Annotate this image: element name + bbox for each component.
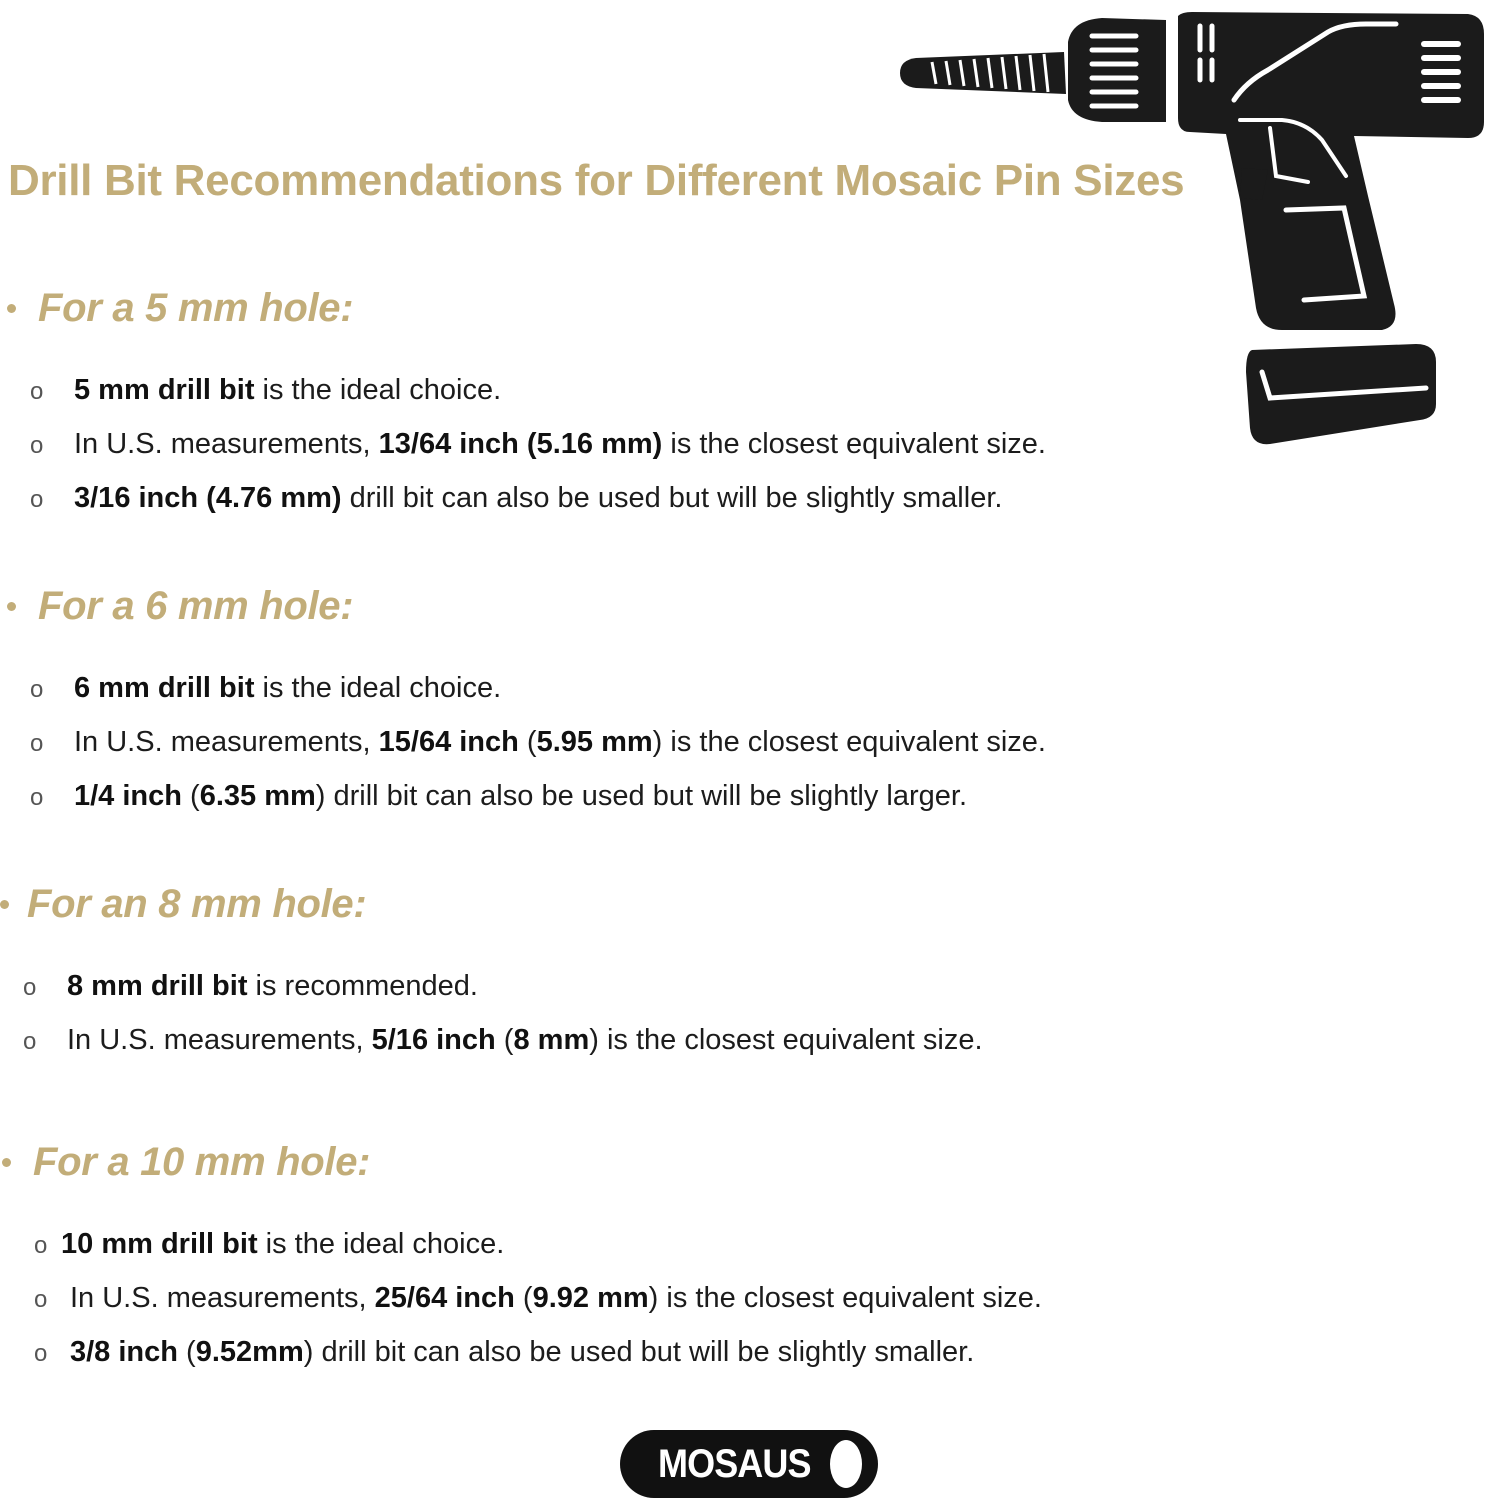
- brand-name: MOSAUS: [658, 1442, 811, 1486]
- item-text: is the closest equivalent size.: [662, 428, 1046, 460]
- list-marker: o: [34, 1232, 48, 1259]
- item-text: (: [182, 780, 200, 812]
- item-text: (: [518, 726, 537, 758]
- item-bold: 1/4 inch: [74, 780, 182, 812]
- item-bold: 9.52mm: [195, 1336, 304, 1368]
- list-marker: o: [30, 730, 44, 757]
- bullet-dot: [2, 1158, 11, 1167]
- item-text: ) is the closest equivalent size.: [589, 1024, 983, 1056]
- item-text: ) drill bit can also be used but will be slightly smaller.: [303, 1336, 975, 1368]
- item-text: In U.S. measurements,: [70, 1282, 375, 1314]
- item-bold: 15/64 inch: [378, 726, 519, 758]
- list-marker: o: [34, 1286, 48, 1313]
- bullet-dot: [7, 602, 16, 611]
- drill-bit: [900, 52, 1066, 94]
- item-text: ) is the closest equivalent size.: [652, 726, 1046, 758]
- list-item: [30, 424, 1046, 464]
- item-bold: 3/8 inch: [70, 1336, 178, 1368]
- list-item: [34, 1278, 1042, 1318]
- item-text: ) drill bit can also be used but will be slightly larger.: [315, 780, 968, 812]
- brand-oval-mark: [830, 1440, 862, 1488]
- item-text: is the ideal choice.: [257, 1228, 505, 1260]
- item-bold: 5.95 mm: [536, 726, 653, 758]
- list-marker: o: [30, 432, 44, 459]
- list-marker: o: [23, 974, 37, 1001]
- list-item: [23, 1020, 983, 1060]
- section-heading: [0, 874, 366, 934]
- list-item: [30, 776, 967, 816]
- item-text: (: [178, 1336, 196, 1368]
- item-text: is recommended.: [247, 970, 478, 1002]
- item-text: ) is the closest equivalent size.: [648, 1282, 1042, 1314]
- list-item: [30, 370, 501, 410]
- brand-logo: [620, 1430, 878, 1498]
- item-bold: 5 mm drill bit: [74, 374, 255, 406]
- item-text: is the ideal choice.: [254, 672, 502, 704]
- item-bold: 8 mm drill bit: [67, 970, 248, 1002]
- list-marker: o: [30, 676, 44, 703]
- item-text: In U.S. measurements,: [67, 1024, 372, 1056]
- list-item: [34, 1332, 974, 1372]
- list-item: [34, 1224, 504, 1264]
- list-item: [30, 722, 1046, 762]
- item-text: is the ideal choice.: [254, 374, 502, 406]
- cordless-drill-icon: [896, 0, 1488, 452]
- item-bold: 9.92 mm: [532, 1282, 649, 1314]
- page-title: Drill Bit Recommendations for Different Mosaic Pin Sizes: [8, 156, 1185, 205]
- item-text: drill bit can also be used but will be slightly smaller.: [341, 482, 1003, 514]
- list-item: [23, 966, 478, 1006]
- section-heading-text: For an 8 mm hole:: [27, 882, 367, 926]
- section-heading: [7, 278, 353, 338]
- item-text: In U.S. measurements,: [74, 726, 379, 758]
- item-bold: 6 mm drill bit: [74, 672, 255, 704]
- list-item: [30, 668, 501, 708]
- section-heading-text: For a 6 mm hole:: [38, 584, 354, 628]
- item-text: (: [495, 1024, 514, 1056]
- item-text: In U.S. measurements,: [74, 428, 379, 460]
- section-heading: [7, 576, 353, 636]
- list-marker: o: [30, 486, 44, 513]
- item-text: (: [514, 1282, 533, 1314]
- drill-chuck: [1068, 18, 1166, 122]
- list-marker: o: [23, 1028, 37, 1055]
- bullet-dot: [0, 900, 9, 909]
- item-bold: 5/16 inch: [371, 1024, 496, 1056]
- section-heading-text: For a 5 mm hole:: [38, 286, 354, 330]
- list-marker: o: [34, 1340, 48, 1367]
- item-bold: 13/64 inch (5.16 mm): [378, 428, 663, 460]
- drill-body: [1178, 12, 1484, 444]
- item-bold: 10 mm drill bit: [61, 1228, 258, 1260]
- bullet-dot: [7, 304, 16, 313]
- item-bold: 6.35 mm: [199, 780, 316, 812]
- list-marker: o: [30, 378, 44, 405]
- section-heading: [2, 1132, 370, 1192]
- list-item: [30, 478, 1002, 518]
- list-marker: o: [30, 784, 44, 811]
- item-bold: 25/64 inch: [374, 1282, 515, 1314]
- item-bold: 8 mm: [513, 1024, 590, 1056]
- item-bold: 3/16 inch (4.76 mm): [74, 482, 342, 514]
- section-heading-text: For a 10 mm hole:: [33, 1140, 371, 1184]
